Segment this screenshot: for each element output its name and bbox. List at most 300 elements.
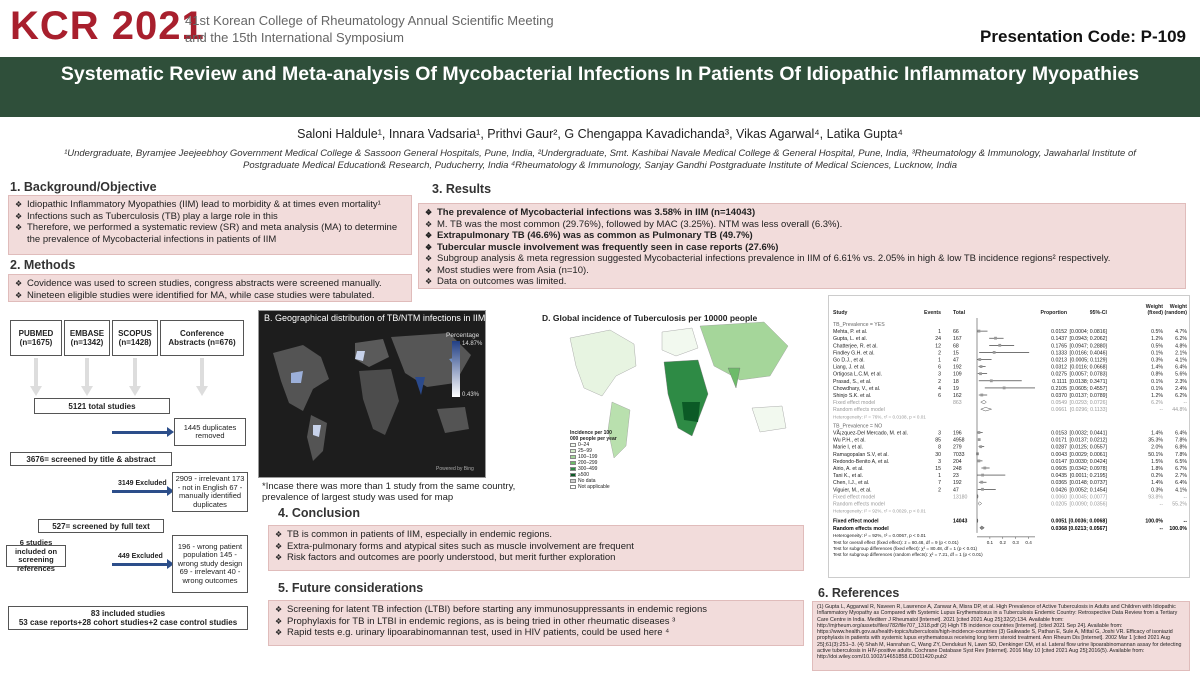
forest-overall-random-label: Random effects model bbox=[833, 525, 889, 532]
region-south-america bbox=[307, 415, 327, 461]
forest-g2-fixed-ci: [0.0045; 0.0077] bbox=[1069, 494, 1107, 501]
forest-g1-row-weight-fixed: 0.3% bbox=[1151, 357, 1163, 364]
forest-g1-row-events: 12 bbox=[935, 343, 941, 350]
forest-g1-row-ci: [0.0004; 0.0816] bbox=[1069, 329, 1107, 336]
flow-arrow bbox=[30, 386, 42, 396]
forest-g1-fixed-diamond bbox=[981, 400, 987, 404]
forest-test-overall: Test for overall effect (fixed effect): z = 80.48, df = 9 (p < 0.01) bbox=[833, 540, 959, 545]
forest-axis-tick-label: 0.1 bbox=[986, 539, 994, 545]
forest-overall-het: Heterogeneity: I² = 92%, τ² = 0.0067, p < 0.01 bbox=[833, 532, 926, 538]
forest-g1-row-events: 1 bbox=[938, 357, 941, 364]
forest-g1-row-study: Go D.J., et al. bbox=[833, 357, 865, 364]
flow-arrow bbox=[196, 386, 208, 396]
forest-g2-random-diamond bbox=[978, 502, 981, 506]
forest-g2-row-ci: [0.0030; 0.0424] bbox=[1069, 458, 1107, 465]
forest-overall-random-ci: [0.0213; 0.0567] bbox=[1068, 525, 1107, 532]
forest-g1-row-total: 19 bbox=[953, 385, 959, 392]
forest-g1-row-weight-random: 4.7% bbox=[1175, 329, 1187, 336]
forest-g2-row-study: Marie I, et al. bbox=[833, 444, 863, 451]
background-item: ❖ Infections such as Tuberculosis (TB) play a large role in this bbox=[15, 211, 405, 223]
forest-g2-fixed-label: Fixed effect model bbox=[833, 494, 876, 501]
forest-header-ci: 95%-CI bbox=[1089, 310, 1107, 316]
forest-g1-row-total: 66 bbox=[953, 329, 959, 336]
forest-g2-row-study: Viguier, M., et al. bbox=[833, 487, 872, 494]
forest-overall-random-weight-random: 100.0% bbox=[1169, 525, 1187, 532]
conclusion-item: ❖ Extra-pulmonary forms and atypical sites such as muscle involvement are frequent bbox=[275, 541, 797, 553]
forest-g1-row-weight-fixed: 0.8% bbox=[1151, 371, 1163, 378]
forest-g2-row-weight-random: 7.8% bbox=[1175, 451, 1187, 458]
region-africa bbox=[359, 369, 399, 435]
map-b-legend-title: Percentage bbox=[446, 332, 480, 339]
forest-g2-row-total: 4958 bbox=[953, 437, 965, 444]
flow-arrow-right bbox=[112, 563, 168, 566]
forest-g2-row-point bbox=[977, 460, 980, 463]
conclusion-item: ❖ Risk factors and outcomes are poorly understood, but merit further exploration bbox=[275, 552, 797, 564]
forest-g2-row-ci: [0.0137; 0.0212] bbox=[1069, 437, 1107, 444]
results-item: ❖ Data on outcomes was limited. bbox=[425, 276, 1179, 288]
forest-g1-row-events: 6 bbox=[938, 364, 941, 371]
forest-g2-row-point bbox=[976, 452, 979, 455]
forest-g1-row-weight-fixed: 0.1% bbox=[1151, 385, 1163, 392]
forest-g1-row-ci: [0.0116; 0.0668] bbox=[1069, 364, 1107, 371]
map-d-legend-swatch bbox=[570, 479, 576, 483]
forest-g2-row-point bbox=[979, 445, 982, 448]
results-item: ❖ The prevalence of Mycobacterial infections was 3.58% in IIM (n=14043) bbox=[425, 207, 1179, 219]
forest-overall-fixed-label: Fixed effect model bbox=[833, 518, 879, 525]
map-d-legend-items bbox=[570, 442, 618, 490]
forest-header-events: Events bbox=[923, 310, 941, 316]
forest-g2-row-proportion: 0.0426 bbox=[1051, 487, 1067, 494]
forest-g1-row-events: 2 bbox=[938, 350, 941, 357]
forest-g1-row-proportion: 0.1333 bbox=[1051, 350, 1067, 357]
forest-g2-row-events: 3 bbox=[938, 430, 941, 437]
forest-g1-row-proportion: 0.2105 bbox=[1051, 385, 1067, 392]
forest-overall-fixed-ci: [0.0036; 0.0068] bbox=[1068, 518, 1107, 525]
forest-g1-row-study: Mehta, P. et al. bbox=[833, 329, 868, 336]
flow-refs-included: 6 studies included on screening references bbox=[6, 545, 66, 567]
forest-g1-row-point bbox=[980, 394, 983, 397]
forest-g2-row-total: 47 bbox=[953, 487, 959, 494]
map-d-legend-label: 100–199 bbox=[578, 454, 598, 460]
logo-kcr: KCR 2021 bbox=[10, 4, 205, 48]
background-title: 1. Background/Objective bbox=[10, 180, 157, 194]
flow-excluded1-label: 3149 Excluded bbox=[118, 480, 167, 487]
map-b-legend-min: 0.43% bbox=[462, 392, 480, 398]
forest-g1-het: Heterogeneity: I² = 76%, τ² = 0.0108, p < 0.01 bbox=[833, 414, 926, 420]
forest-g1-row-ci: [0.0166; 0.4046] bbox=[1069, 350, 1107, 357]
future-box bbox=[268, 600, 804, 646]
forest-g1-fixed-weight-random: -- bbox=[1183, 400, 1187, 407]
forest-g1-row-weight-random: 2.1% bbox=[1175, 350, 1187, 357]
forest-g2-row-weight-fixed: 1.4% bbox=[1151, 430, 1163, 437]
forest-g1-row-ci: [0.0943; 0.2062] bbox=[1069, 336, 1107, 343]
forest-g2-row-total: 248 bbox=[953, 466, 962, 472]
forest-g2-row-weight-fixed: 35.3% bbox=[1148, 437, 1163, 444]
forest-test-subgroup-random: Test for subgroup differences (random effects): χ² = 7.21, df = 1 (p < 0.01) bbox=[833, 552, 983, 558]
forest-g2-row-total: 23 bbox=[953, 473, 959, 480]
forest-header-weight-fixed: Weight bbox=[1145, 304, 1163, 310]
forest-g2-row-weight-random: 4.1% bbox=[1175, 487, 1187, 494]
forest-g1-row-ci: [0.0137; 0.0789] bbox=[1069, 393, 1107, 399]
forest-g2-row-point bbox=[978, 438, 981, 441]
forest-g2-row-proportion: 0.0435 bbox=[1051, 473, 1067, 480]
forest-g2-row-proportion: 0.0365 bbox=[1051, 480, 1067, 487]
forest-g2-row-events: 8 bbox=[938, 444, 941, 451]
forest-test-subgroup-fixed: Test for subgroup differences (fixed effect): χ² = 80.48, df = 1 (p < 0.01) bbox=[833, 546, 978, 552]
forest-g2-row-weight-fixed: 0.3% bbox=[1151, 487, 1163, 494]
flow-arrow bbox=[129, 386, 141, 396]
forest-g1-row-ci: [0.0138; 0.3471] bbox=[1069, 378, 1107, 385]
flow-excluded2-detail: 196 - wrong patient population 145 - wrong study design 69 - irrelevant 40 - wrong outcomes bbox=[172, 535, 248, 593]
forest-g2-row-events: 1 bbox=[938, 473, 941, 480]
flow-excluded1-detail: 2909 - irrelevant 173 - not in English 67 - manually identified duplicates bbox=[172, 472, 248, 512]
flow-conference: Conference Abstracts (n=676) bbox=[160, 320, 244, 356]
flow-included bbox=[8, 606, 248, 630]
forest-g1-random-diamond bbox=[981, 407, 992, 411]
flow-scopus: SCOPUS (n=1428) bbox=[112, 320, 158, 356]
results-item: ❖ M. TB was the most common (29.76%), followed by MAC (3.25%). NTM was less overall (6.3%). bbox=[425, 219, 1179, 231]
forest-g2-row-total: 192 bbox=[953, 480, 962, 487]
forest-g2-random-proportion: 0.0205 bbox=[1051, 501, 1067, 508]
forest-axis-tick-label: 0.4 bbox=[1025, 539, 1032, 545]
forest-g1-row-weight-fixed: 0.1% bbox=[1151, 378, 1163, 385]
forest-overall-fixed-proportion: 0.0051 bbox=[1051, 518, 1067, 525]
forest-g1-row-total: 162 bbox=[953, 393, 962, 399]
map-d-legend-label: ≥500 bbox=[578, 472, 590, 478]
forest-g2-row-study: VÃ¡zquez-Del Mercado, M. et al. bbox=[833, 430, 908, 437]
forest-g2-row-weight-random: 2.7% bbox=[1175, 473, 1187, 480]
forest-g1-row-point bbox=[998, 344, 1001, 347]
forest-g2-row-events: 3 bbox=[938, 458, 941, 465]
methods-item: ❖ Covidence was used to screen studies, congress abstracts were screened manually. bbox=[15, 278, 405, 290]
forest-g2-row-events: 15 bbox=[935, 466, 941, 472]
forest-g2-row-proportion: 0.0605 bbox=[1051, 466, 1067, 472]
forest-g1-row-study: Prasad, S., et al. bbox=[833, 378, 872, 385]
forest-group2-label: TB_Prevalence = NO bbox=[833, 423, 883, 430]
map-d-legend-label: 300–499 bbox=[578, 466, 598, 472]
forest-g2-row-events: 2 bbox=[938, 487, 941, 494]
presentation-code: Presentation Code: P-109 bbox=[980, 27, 1186, 46]
forest-g2-row-events: 7 bbox=[938, 480, 941, 487]
flow-embase: EMBASE (n=1342) bbox=[64, 320, 110, 356]
forest-g1-row-weight-fixed: 0.5% bbox=[1151, 343, 1163, 350]
forest-g2-row-weight-random: 6.4% bbox=[1175, 480, 1187, 487]
forest-g2-random-label: Random effects model bbox=[833, 501, 885, 508]
forest-g2-row-study: Wu P.H., et al. bbox=[833, 437, 866, 444]
forest-g1-row-study: Findley G.H. et al. bbox=[833, 350, 875, 357]
results-item: ❖ Most studies were from Asia (n=10). bbox=[425, 265, 1179, 277]
forest-g1-row-events: 24 bbox=[935, 336, 941, 343]
forest-g1-row-point bbox=[994, 337, 997, 340]
forest-group1-label: TB_Prevalence = YES bbox=[833, 322, 885, 328]
forest-g2-row-weight-random: 7.8% bbox=[1175, 437, 1187, 444]
map-d-legend-swatch bbox=[570, 443, 576, 447]
forest-g2-row-proportion: 0.0287 bbox=[1051, 444, 1067, 451]
map-d-legend-swatch bbox=[570, 485, 576, 489]
forest-g1-row-total: 109 bbox=[953, 371, 962, 378]
map-d-legend-swatch bbox=[570, 473, 576, 477]
forest-g2-row-point bbox=[978, 431, 981, 434]
forest-g2-row-weight-fixed: 1.8% bbox=[1151, 466, 1163, 472]
region-highlight-usa bbox=[291, 371, 303, 383]
forest-g2-row-events: 30 bbox=[935, 451, 941, 458]
future-item: ❖ Rapid tests e.g. urinary lipoarabinomannan test, used in HIV patients, could be used here ⁴ bbox=[275, 627, 797, 639]
forest-g1-row-point bbox=[979, 372, 982, 375]
forest-g2-row-weight-random: 6.5% bbox=[1175, 458, 1187, 465]
forest-g1-row-ci: [0.0605; 0.4557] bbox=[1069, 385, 1107, 392]
region-australia bbox=[437, 407, 469, 433]
forest-g1-row-weight-random: 4.8% bbox=[1175, 343, 1187, 350]
authors: Saloni Haldule¹, Innara Vadsaria¹, Prithvi Gaur², G Chengappa Kavadichanda³, Vikas Agarwal⁴, Latika Gupta⁴ bbox=[297, 127, 903, 141]
forest-g2-row-proportion: 0.0043 bbox=[1051, 451, 1067, 458]
forest-g2-row-ci: [0.0032; 0.0441] bbox=[1069, 430, 1107, 437]
forest-g2-row-study: Ramagopalan S.V, et al. bbox=[833, 451, 889, 458]
forest-svg bbox=[829, 296, 1191, 579]
forest-header-total: Total bbox=[953, 310, 966, 316]
methods-title: 2. Methods bbox=[10, 258, 76, 272]
forest-g2-row-weight-fixed: 2.0% bbox=[1151, 444, 1163, 451]
forest-overall-random-weight-fixed: -- bbox=[1159, 525, 1163, 532]
background-box bbox=[8, 195, 412, 255]
forest-g1-row-point bbox=[980, 365, 983, 368]
references-title: 6. References bbox=[818, 586, 900, 600]
forest-header-study: Study bbox=[833, 310, 848, 316]
forest-g1-row-total: 15 bbox=[953, 350, 959, 357]
forest-g1-row-weight-random: 6.2% bbox=[1175, 393, 1187, 399]
conclusion-item: ❖ TB is common in patients of IIM, especially in endemic regions. bbox=[275, 529, 797, 541]
forest-g2-fixed-proportion: 0.0060 bbox=[1051, 494, 1067, 501]
forest-g1-row-point bbox=[993, 351, 996, 354]
forest-g1-row-events: 2 bbox=[938, 378, 941, 385]
flow-pubmed: PUBMED (n=1675) bbox=[10, 320, 62, 356]
forest-g1-row-weight-fixed: 0.5% bbox=[1151, 329, 1163, 336]
results-item: ❖ Extrapulmonary TB (46.6%) was as common as Pulmonary TB (49.7%) bbox=[425, 230, 1179, 242]
forest-g1-row-weight-random: 2.3% bbox=[1175, 378, 1187, 385]
forest-g1-row-proportion: 0.0312 bbox=[1051, 364, 1067, 371]
forest-g1-row-weight-fixed: 0.1% bbox=[1151, 350, 1163, 357]
forest-overall-random-proportion: 0.0368 bbox=[1051, 525, 1067, 532]
forest-g1-row-weight-fixed: 1.2% bbox=[1151, 393, 1163, 399]
forest-g2-row-weight-fixed: 1.5% bbox=[1151, 458, 1163, 465]
forest-g1-row-weight-random: 5.6% bbox=[1175, 371, 1187, 378]
forest-g1-row-weight-random: 6.4% bbox=[1175, 364, 1187, 371]
forest-g1-row-weight-fixed: 1.4% bbox=[1151, 364, 1163, 371]
forest-g2-row-proportion: 0.0147 bbox=[1051, 458, 1067, 465]
forest-g2-row-study: Chen, I.J., et al. bbox=[833, 480, 870, 487]
forest-g2-row-ci: [0.0052; 0.1454] bbox=[1069, 487, 1107, 494]
forest-g2-row-total: 7033 bbox=[953, 451, 965, 458]
forest-g2-row-proportion: 0.0153 bbox=[1051, 430, 1067, 437]
map-d-legend-label: 25–99 bbox=[578, 448, 592, 454]
forest-axis-tick-label: 0.2 bbox=[999, 539, 1006, 545]
forest-g2-fixed-total: 13180 bbox=[953, 494, 968, 501]
flow-excluded2-label: 449 Excluded bbox=[118, 553, 163, 560]
tb-europe bbox=[662, 328, 698, 356]
subtitle-line1: 41st Korean College of Rheumatology Annual Scientific Meeting bbox=[185, 13, 554, 28]
forest-g1-fixed-ci: [0.0293; 0.0726] bbox=[1069, 400, 1107, 407]
forest-g1-random-ci: [0.0296; 0.1133] bbox=[1069, 407, 1107, 414]
forest-g1-row-study: Liang, J. et al. bbox=[833, 364, 866, 371]
conference-subtitle bbox=[185, 12, 554, 46]
forest-g2-row-ci: [0.0125; 0.0557] bbox=[1069, 444, 1107, 451]
forest-g2-row-ci: [0.0148; 0.0737] bbox=[1069, 480, 1107, 487]
map-d-legend-swatch bbox=[570, 461, 576, 465]
tb-southern-africa bbox=[682, 402, 700, 422]
flow-arrow bbox=[133, 358, 137, 386]
flow-arrow bbox=[200, 358, 204, 386]
forest-g2-row-point bbox=[981, 474, 984, 477]
forest-g1-row-point bbox=[978, 330, 981, 333]
background-item: ❖ Idiopathic Inflammatory Myopathies (IIM) lead to morbidity & at times even mortality¹ bbox=[15, 199, 405, 211]
forest-g2-row-total: 279 bbox=[953, 444, 962, 451]
map-d-legend-label: 0–24 bbox=[578, 442, 590, 448]
map-d-legend bbox=[570, 430, 618, 490]
future-item: ❖ Screening for latent TB infection (LTBI) before starting any immunosuppressants in endemic regions bbox=[275, 604, 797, 616]
forest-g1-row-proportion: 0.0275 bbox=[1051, 371, 1067, 378]
flow-total: 5121 total studies bbox=[34, 398, 170, 414]
forest-header-weight-random: Weight bbox=[1169, 304, 1187, 310]
methods-item: ❖ Nineteen eligible studies were identified for MA, while case studies were tabulated. bbox=[15, 290, 405, 302]
map-b-credit: Powered by Bing bbox=[436, 466, 474, 472]
forest-axis-tick-label: 0.3 bbox=[1012, 539, 1019, 545]
forest-g1-row-point bbox=[1003, 387, 1006, 390]
results-item: ❖ Tubercular muscle involvement was frequently seen in case reports (27.6%) bbox=[425, 242, 1179, 254]
forest-header-proportion: Proportion bbox=[1040, 310, 1067, 316]
references-box: (1) Gupta L, Aggarwal R, Naveen R, Lawrence A, Zanwar A, Misra DP, et al. High Prevalence of Active Tuberculosis in Adults and Children with Idiopathic Inflammatory Myopathy as Compared with Systemic Lupus Erythematosus in a Tuberculosis Endemic Country: Retrospective Data Review from a Tertiary Care Centre in India. Mediterr J Rheumatol [Internet]. 2021 [cited 2021 Aug 25];32(2):134. Available from: http://mjrheum.org/assets/files/782/file707_1318.pdf (2) High TB incidence countries [Internet]. [cited 2021 Sep 24]. Available from: https://www.health.gov.au/health-topics/tuberculosis/high-incidence-countries (3) Gaikwade S, Pathan E, Sule A, Mittal G, Joshi VR. Efficacy of isoniazid prophylaxis in patients with systemic lupus erythematosus receiving long term steroid treatment. Ann Rheum Dis [Internet]. 2002 Mar 1 [cited 2021 Aug 25];61(3):251–3. (4) Shah M, Hanrahan C, Wang ZY, Dendukuri N, Lawn SD, Denkinger CM, et al. Lateral flow urine lipoarabinomannan assay for detecting active tuberculosis in HIV-positive adults. Cochrane Database Syst Rev [Internet]. 2016 May 10 [cited 2021 Aug 25];2016(5). Available from: http://doi.wiley.com/10.1002/14651858.CD011420.pub2 bbox=[812, 601, 1190, 671]
forest-g1-row-proportion: 0.0213 bbox=[1051, 357, 1067, 364]
map-d-legend-label: No data bbox=[578, 478, 596, 484]
forest-g2-row-study: Redondo-Benito A, et al. bbox=[833, 458, 890, 465]
subtitle-line2: and the 15th International Symposium bbox=[185, 30, 404, 45]
forest-g1-fixed-weight-fixed: 6.2% bbox=[1151, 400, 1163, 407]
forest-g1-row-study: Ortigosa L.C.M, et al. bbox=[833, 371, 883, 378]
forest-g2-row-point bbox=[981, 488, 984, 491]
forest-g1-row-proportion: 0.1111 bbox=[1052, 378, 1067, 385]
forest-g1-row-weight-fixed: 1.2% bbox=[1151, 336, 1163, 343]
forest-g2-row-weight-fixed: 1.4% bbox=[1151, 480, 1163, 487]
flow-included-line2: 53 case reports+28 cohort studies+2 case control studies bbox=[18, 618, 238, 627]
forest-g1-row-point bbox=[990, 379, 993, 382]
tb-india bbox=[728, 368, 740, 388]
forest-g1-random-weight-fixed: -- bbox=[1159, 407, 1163, 414]
map-d-legend-header: Incidence per 100 000 people per year bbox=[570, 430, 617, 442]
forest-g2-het: Heterogeneity: I² = 92%, τ² = 0.0029, p < 0.01 bbox=[833, 508, 926, 514]
forest-plot bbox=[828, 295, 1190, 578]
affiliations: ¹Undergraduate, Byramjee Jeejeebhoy Government Medical College & Sassoon General Hospitals, Pune, India, ²Undergraduate, Smt. Kashibai Navale Medical College & General Hospital, Pune, India, ³Rheumatology & Immunology, Jawaharlal Institute of Postgraduate Medical Education& Research, Puducherry, India ⁴Rheumatology & Immunology, Sanjay Gandhi Postgraduate Institute of Medical Sciences, Lucknow, India bbox=[64, 148, 1136, 171]
tb-australia bbox=[752, 406, 786, 432]
forest-overall-fixed-weight-random: -- bbox=[1183, 518, 1187, 525]
map-d-legend-item bbox=[570, 484, 618, 490]
forest-g2-row-ci: [0.0011; 0.2195] bbox=[1069, 473, 1107, 480]
tb-north-america bbox=[570, 330, 636, 396]
forest-g2-row-events: 85 bbox=[935, 437, 941, 444]
forest-g1-row-total: 47 bbox=[953, 357, 959, 364]
forest-g1-random-label: Random effects model bbox=[833, 407, 885, 414]
forest-g1-row-events: 1 bbox=[938, 329, 941, 336]
forest-g1-fixed-label: Fixed effect model bbox=[833, 400, 876, 407]
map-b-legend-max: 14.87% bbox=[462, 341, 483, 347]
forest-overall-fixed-total: 14043 bbox=[953, 518, 968, 525]
forest-g1-row-ci: [0.0005; 0.1129] bbox=[1069, 357, 1107, 364]
conclusion-title: 4. Conclusion bbox=[278, 506, 360, 520]
map-note: *Incase there was more than 1 study from the same country, prevalence of largest study was used for map bbox=[262, 481, 516, 503]
forest-g1-row-weight-random: 6.2% bbox=[1175, 336, 1187, 343]
conclusion-box bbox=[268, 525, 804, 571]
tb-asia bbox=[700, 322, 788, 380]
forest-g1-row-total: 167 bbox=[953, 336, 962, 343]
forest-g1-fixed-total: 863 bbox=[953, 400, 962, 407]
forest-g2-row-point bbox=[983, 467, 986, 470]
forest-g2-row-study: Airio, A. et al. bbox=[833, 466, 864, 472]
forest-g2-row-point bbox=[980, 481, 983, 484]
forest-g2-fixed-weight-random: -- bbox=[1183, 494, 1187, 501]
forest-g1-row-proportion: 0.0152 bbox=[1051, 329, 1067, 336]
forest-g2-row-proportion: 0.0171 bbox=[1051, 437, 1067, 444]
flow-included-line1: 83 included studies bbox=[90, 609, 166, 618]
forest-g1-row-weight-random: 2.4% bbox=[1175, 385, 1187, 392]
forest-g1-row-point bbox=[978, 358, 981, 361]
forest-g2-row-total: 196 bbox=[953, 430, 962, 437]
flow-arrow bbox=[81, 386, 93, 396]
forest-g1-row-study: Chatterjee, R. et al. bbox=[833, 343, 878, 350]
forest-overall-fixed-weight-fixed: 100.0% bbox=[1145, 518, 1163, 525]
map-d-legend-swatch bbox=[570, 449, 576, 453]
flow-arrow bbox=[34, 358, 38, 386]
forest-g1-row-ci: [0.0057; 0.0783] bbox=[1069, 371, 1107, 378]
forest-g2-row-weight-fixed: 0.2% bbox=[1151, 473, 1163, 480]
methods-box bbox=[8, 274, 412, 302]
forest-g2-row-ci: [0.0342; 0.0978] bbox=[1069, 466, 1107, 472]
map-d-legend-label: 200–299 bbox=[578, 460, 598, 466]
forest-g1-row-study: Shinjo S.K. et al. bbox=[833, 393, 872, 399]
forest-g1-row-proportion: 0.0370 bbox=[1051, 393, 1067, 399]
forest-g1-row-study: Gupta, L. et al. bbox=[833, 336, 868, 343]
map-b-title: B. Geographical distribution of TB/NTM infections in IIM studies bbox=[264, 313, 517, 323]
map-b-legend-bar bbox=[452, 341, 460, 397]
forest-g1-row-total: 68 bbox=[953, 343, 959, 350]
map-d-legend-swatch bbox=[570, 455, 576, 459]
flow-duplicates: 1445 duplicates removed bbox=[174, 418, 246, 446]
forest-g1-row-events: 4 bbox=[938, 385, 941, 392]
forest-g2-row-weight-random: 6.7% bbox=[1175, 466, 1187, 472]
results-item: ❖ Subgroup analysis & meta regression suggested Mycobacterial infections prevalence in IIM of 6.61% vs. 2.05% in high & low TB incidence regions² respectively. bbox=[425, 253, 1179, 265]
future-item: ❖ Prophylaxis for TB in LTBI in endemic regions, as is being tried in other rheumatic diseases ³ bbox=[275, 616, 797, 628]
forest-g1-random-proportion: 0.0661 bbox=[1051, 407, 1067, 414]
map-d-legend-label: Not applicable bbox=[578, 484, 610, 490]
forest-g1-row-events: 6 bbox=[938, 393, 941, 399]
forest-g1-row-proportion: 0.1437 bbox=[1051, 336, 1067, 343]
flow-arrow bbox=[85, 358, 89, 386]
forest-g1-row-proportion: 0.1765 bbox=[1051, 343, 1067, 350]
forest-g2-row-weight-fixed: 50.1% bbox=[1148, 451, 1163, 458]
forest-g1-row-total: 18 bbox=[953, 378, 959, 385]
tb-africa bbox=[664, 360, 708, 436]
forest-overall-random-diamond bbox=[980, 526, 985, 530]
forest-header-weight-random-sub: (random) bbox=[1164, 310, 1187, 316]
flow-screened-title: 3676= screened by title & abstract bbox=[10, 452, 172, 466]
forest-g1-row-ci: [0.0947; 0.2880] bbox=[1069, 343, 1107, 350]
flow-arrow-right bbox=[112, 490, 168, 493]
poster-title: Systematic Review and Meta-analysis Of Mycobacterial Infections In Patients Of Idiopathic Inflammatory Myopathies bbox=[0, 57, 1200, 117]
map-d-legend-swatch bbox=[570, 467, 576, 471]
map-d-title: D. Global incidence of Tuberculosis per 10000 people bbox=[542, 313, 758, 323]
forest-g1-row-weight-random: 4.1% bbox=[1175, 357, 1187, 364]
forest-g2-fixed-weight-fixed: 93.8% bbox=[1148, 494, 1163, 501]
future-title: 5. Future considerations bbox=[278, 581, 424, 595]
forest-g1-fixed-proportion: 0.0549 bbox=[1051, 400, 1067, 407]
forest-g2-random-weight-random: 55.2% bbox=[1172, 501, 1187, 508]
forest-g2-row-study: Tani K., et al. bbox=[833, 473, 863, 480]
